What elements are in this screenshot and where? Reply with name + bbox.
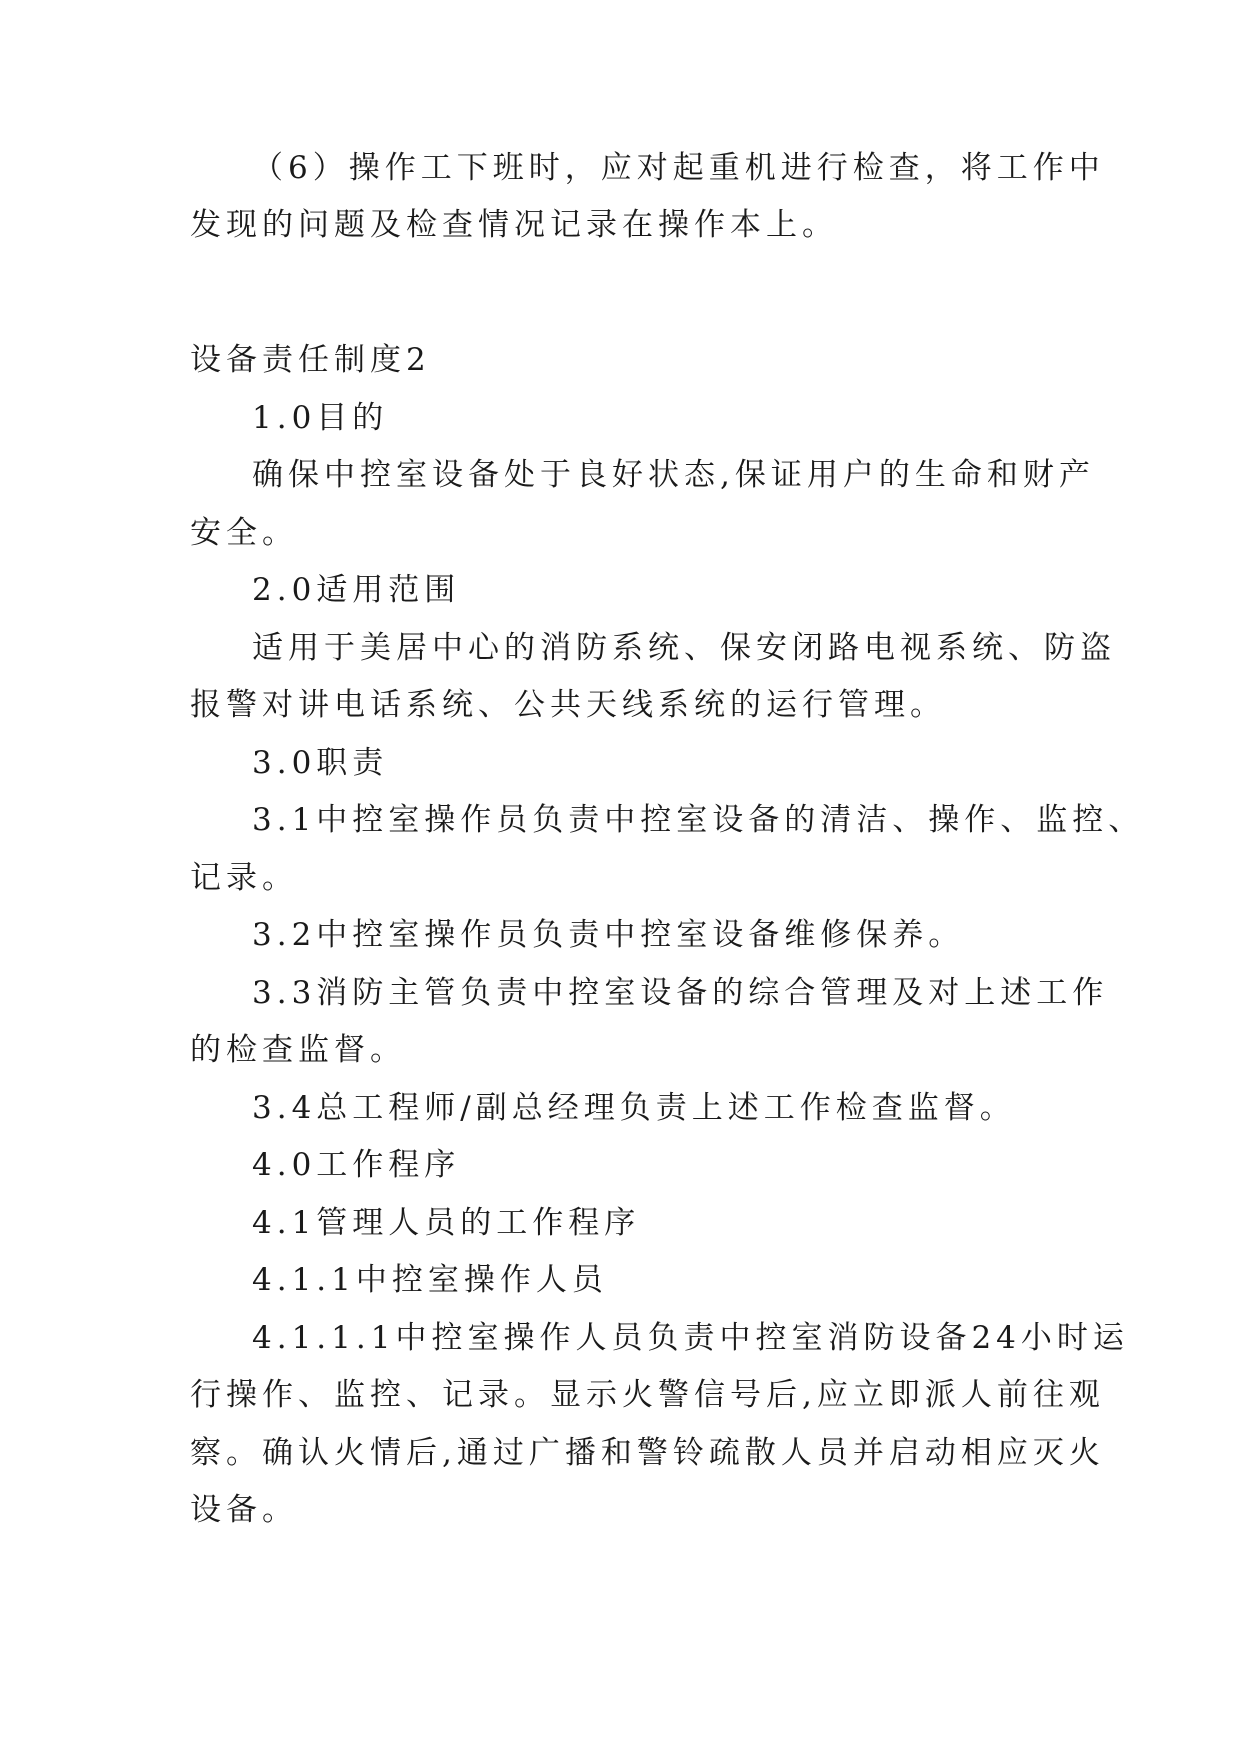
heading-line: 1.0目的	[252, 400, 389, 436]
paragraph-line: 确保中控室设备处于良好状态,保证用户的生命和财产	[252, 457, 1095, 493]
paragraph-line: 行操作、监控、记录。显示火警信号后,应立即派人前往观	[190, 1377, 1105, 1413]
paragraph-line: 记录。	[190, 860, 298, 896]
paragraph-line: 安全。	[190, 515, 298, 551]
paragraph-line: 察。确认火情后,通过广播和警铃疏散人员并启动相应灭火	[190, 1435, 1105, 1471]
paragraph-line: 设备。	[190, 1492, 298, 1528]
heading-line: 4.0工作程序	[252, 1147, 461, 1183]
paragraph-line: 4.1.1.1中控室操作人员负责中控室消防设备24小时运	[252, 1320, 1129, 1356]
paragraph-line: 3.2中控室操作员负责中控室设备维修保养。	[252, 917, 965, 953]
heading-line: 3.0职责	[252, 745, 389, 781]
heading-line: 4.1管理人员的工作程序	[252, 1205, 641, 1241]
paragraph-line: （6）操作工下班时，应对起重机进行检查，将工作中	[252, 150, 1105, 186]
heading-line: 2.0适用范围	[252, 572, 461, 608]
paragraph-line: 3.3消防主管负责中控室设备的综合管理及对上述工作	[252, 975, 1109, 1011]
paragraph-line: 的检查监督。	[190, 1032, 406, 1068]
section-title: 设备责任制度2	[190, 342, 431, 378]
paragraph-line: 3.4总工程师/副总经理负责上述工作检查监督。	[252, 1090, 1016, 1126]
paragraph-line: 3.1中控室操作员负责中控室设备的清洁、操作、监控、	[252, 802, 1145, 838]
paragraph-line: 适用于美居中心的消防系统、保安闭路电视系统、防盗	[252, 630, 1116, 666]
paragraph-line: 发现的问题及检查情况记录在操作本上。	[190, 207, 838, 243]
heading-line: 4.1.1中控室操作人员	[252, 1262, 608, 1298]
paragraph-line: 报警对讲电话系统、公共天线系统的运行管理。	[190, 687, 946, 723]
